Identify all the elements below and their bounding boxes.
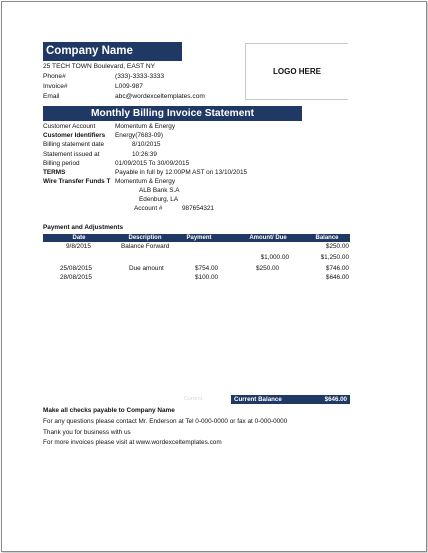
header-payment: Payment	[186, 235, 212, 241]
current-balance-value: $646.00	[324, 396, 347, 403]
invoice-sheet	[1, 1, 427, 552]
current-balance-label: Current Balance	[234, 396, 282, 403]
billing-statement-date-label: Billing statement date	[43, 141, 105, 148]
logo-placeholder	[245, 43, 348, 100]
current-balance-bar	[231, 395, 350, 404]
row-date: 9/8/2015	[66, 243, 91, 250]
row-balance: $250.00	[325, 243, 349, 250]
row-description: Balance Forward	[121, 243, 170, 250]
current-faint-label: Current	[183, 396, 203, 402]
header-description: Description	[128, 235, 162, 241]
account-value: 987654321	[182, 205, 214, 212]
company-name: Company Name	[43, 42, 182, 61]
more-invoices-line: For more invoices please visit at www.wordexceltemplates.com	[43, 439, 222, 446]
account-label: Account #	[134, 205, 163, 212]
payments-section-title: Payment and Adjustments	[43, 224, 124, 231]
billing-period-value: 01/09/2015 To 30/09/2015	[115, 160, 190, 167]
row-amount-due: $1,000.00	[260, 254, 289, 261]
email-value: abc@wordexceltemplates.com	[115, 93, 205, 100]
row-amount-due: $250.00	[256, 265, 280, 272]
header-amount-due: Amount/ Due	[249, 235, 287, 241]
terms-value: Payable in full by 12:00PM AST on 13/10/2015	[115, 169, 248, 176]
wire-transfer-bank: ALB Bank S.A	[139, 187, 180, 194]
row-payment: $100.00	[195, 274, 219, 281]
header-date: Date	[72, 235, 86, 241]
customer-identifiers-value: Energy(7683-09)	[115, 132, 163, 139]
payments-table-header	[43, 234, 350, 242]
row-date: 28/08/2015	[60, 274, 92, 281]
customer-account-value: Momentum & Energy	[115, 123, 176, 130]
phone-label: Phone#	[43, 73, 66, 80]
row-payment: $754.00	[195, 265, 219, 272]
header-balance: Balance	[315, 235, 339, 241]
checks-payable-line: Make all checks payable to Company Name	[43, 407, 175, 414]
billing-statement-date-value: 8/10/2015	[132, 141, 161, 148]
terms-label: TERMS	[43, 169, 66, 176]
wire-transfer-label: Wire Transfer Funds T	[43, 178, 111, 185]
statement-issued-value: 10:26:39	[132, 151, 157, 158]
row-balance: $646.00	[325, 274, 349, 281]
statement-title: Monthly Billing Invoice Statement	[43, 106, 302, 121]
invoice-value: L009-987	[115, 83, 143, 90]
customer-identifiers-label: Customer Identifiers	[43, 132, 106, 139]
billing-period-label: Billing period	[43, 160, 80, 167]
row-balance: $1,250.00	[320, 254, 349, 261]
customer-account-label: Customer Account	[43, 123, 96, 130]
phone-value: (333)-3333-3333	[115, 73, 165, 80]
email-label: Email	[43, 93, 60, 100]
questions-line: For any questions please contact Mr. Enderson at Tel 0-000-0000 or fax at 0-000-0000	[43, 418, 288, 425]
thanks-line: Thank you for business with us	[43, 429, 131, 436]
statement-issued-label: Statement issued at	[43, 151, 100, 158]
wire-transfer-name: Momentum & Energy	[115, 178, 176, 185]
wire-transfer-city: Edenburg, LA	[139, 196, 179, 203]
logo-text: LOGO HERE	[272, 67, 321, 76]
invoice-label: Invoice#	[43, 83, 68, 90]
row-description: Due amount	[129, 265, 164, 272]
row-balance: $746.00	[325, 265, 349, 272]
company-address: 25 TECH TOWN Boulevard, EAST NY	[43, 63, 156, 70]
row-date: 25/08/2015	[60, 265, 92, 272]
